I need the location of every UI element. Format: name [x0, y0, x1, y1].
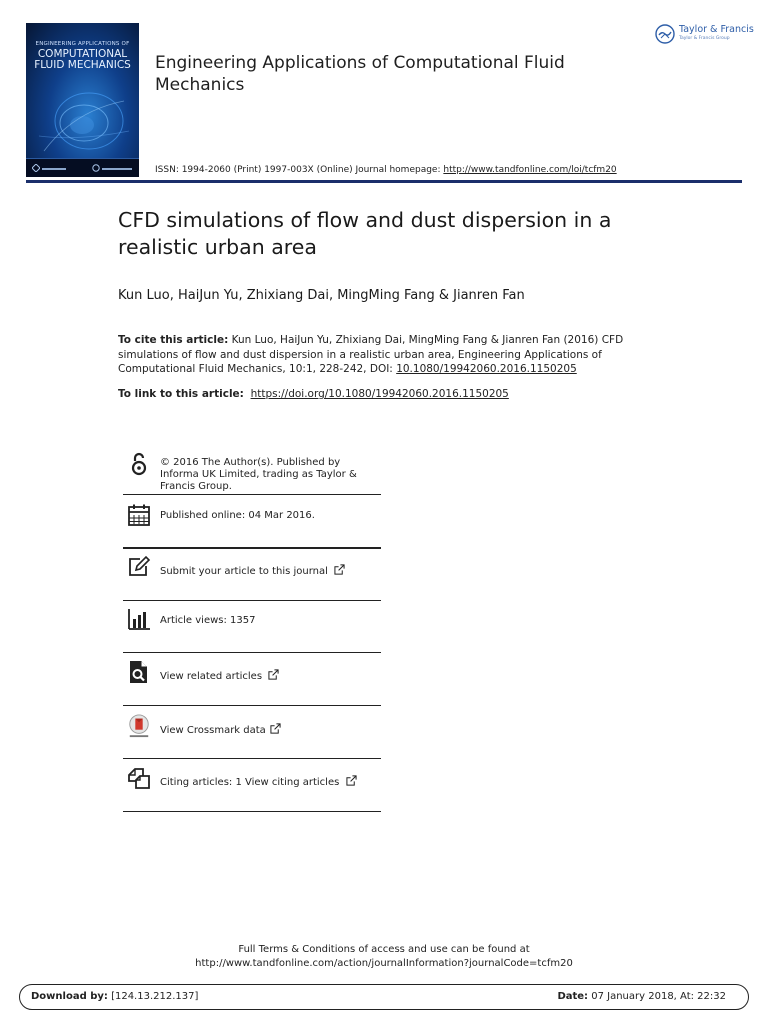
cover-title-line1: ENGINEERING APPLICATIONS OF: [35, 41, 130, 47]
cover-publisher-text: [102, 168, 132, 170]
journal-title: Engineering Applications of Computational Fluid Mechanics: [155, 53, 565, 95]
doi-link[interactable]: 10.1080/19942060.2016.1150205: [396, 363, 577, 375]
crossmark-row[interactable]: [123, 714, 381, 754]
submit-article-link[interactable]: Submit your article to this journal: [160, 564, 345, 578]
citation-block: [118, 333, 658, 377]
download-by: Download by: [124.13.212.137]: [31, 991, 199, 1002]
issn-line: [155, 165, 617, 175]
cover-publisher-logo-icon: [92, 164, 100, 172]
link-label: To link to this article:: [118, 388, 244, 400]
external-link-icon: [268, 669, 279, 680]
calendar-icon: [127, 503, 151, 527]
edit-icon: [127, 555, 151, 579]
submit-article-row[interactable]: [123, 555, 381, 595]
download-date: Date: 07 January 2018, At: 22:32: [557, 991, 726, 1002]
terms-line1: Full Terms & Conditions of access and use can be found at: [238, 944, 530, 955]
article-link-block: [118, 388, 509, 400]
article-views-row: [123, 607, 381, 647]
info-divider: [123, 652, 381, 653]
info-divider: [123, 600, 381, 601]
publisher-group: Taylor & Francis Group: [679, 36, 730, 41]
header-divider: [26, 180, 742, 183]
citing-documents-icon: [127, 766, 151, 790]
open-access-row: [123, 452, 381, 494]
citing-articles-link[interactable]: Citing articles: 1 View citing articles: [160, 775, 357, 789]
open-access-text: © 2016 The Author(s). Published by Informa UK Limited, trading as Taylor & Francis Group.: [160, 457, 357, 492]
article-title: CFD simulations of flow and dust dispersion in a realistic urban area: [118, 208, 612, 259]
cite-label: To cite this article:: [118, 334, 229, 346]
cite-text: Kun Luo, HaiJun Yu, Zhixiang Dai, MingMing Fang & Jianren Fan (2016) CFD simulations of flow and dust dispersion in a realistic urban area, Engineering Applications of Computational Fluid Mechanics, 10:1, 228-242, DOI:: [118, 334, 624, 375]
article-authors: Kun Luo, HaiJun Yu, Zhixiang Dai, MingMing Fang & Jianren Fan: [118, 288, 525, 303]
article-doi-url[interactable]: https://doi.org/10.1080/19942060.2016.1150205: [250, 388, 509, 400]
publisher-logo[interactable]: [655, 23, 754, 47]
external-link-icon: [334, 564, 345, 575]
related-articles-row[interactable]: [123, 660, 381, 700]
info-divider: [123, 758, 381, 759]
open-access-icon: [127, 452, 151, 476]
info-divider: [123, 547, 381, 549]
published-date-text: Published online: 04 Mar 2016.: [160, 510, 315, 521]
crossmark-link[interactable]: View Crossmark data: [160, 723, 281, 737]
cover-title-main: COMPUTATIONAL FLUID MECHANICS: [34, 48, 131, 71]
cover-swirl-graphic: [34, 81, 132, 161]
bar-chart-icon: [127, 607, 151, 631]
terms-url[interactable]: http://www.tandfonline.com/action/journalInformation?journalCode=tcfm20: [195, 958, 573, 969]
published-date-row: [123, 503, 381, 543]
download-info-bar: [19, 984, 749, 1010]
related-articles-link[interactable]: View related articles: [160, 669, 279, 683]
search-document-icon: [127, 660, 151, 684]
info-divider: [123, 494, 381, 495]
crossmark-icon: [127, 714, 151, 738]
issn-text: ISSN: 1994-2060 (Print) 1997-003X (Online) Journal homepage:: [155, 165, 444, 175]
cover-footer-bar: [26, 158, 139, 177]
citing-articles-row[interactable]: [123, 766, 381, 806]
article-views-text: Article views: 1357: [160, 615, 256, 626]
cover-society-logo-icon: [32, 164, 40, 172]
info-divider: [123, 705, 381, 706]
terms-notice: [0, 943, 768, 971]
cover-society-text: [42, 168, 66, 170]
external-link-icon: [346, 775, 357, 786]
taylor-francis-logo-icon: [655, 24, 675, 44]
info-divider: [123, 811, 381, 812]
journal-homepage-link[interactable]: http://www.tandfonline.com/loi/tcfm20: [443, 165, 617, 175]
journal-cover-image: [26, 23, 139, 177]
external-link-icon: [270, 723, 281, 734]
publisher-name: Taylor & Francis: [679, 24, 754, 35]
